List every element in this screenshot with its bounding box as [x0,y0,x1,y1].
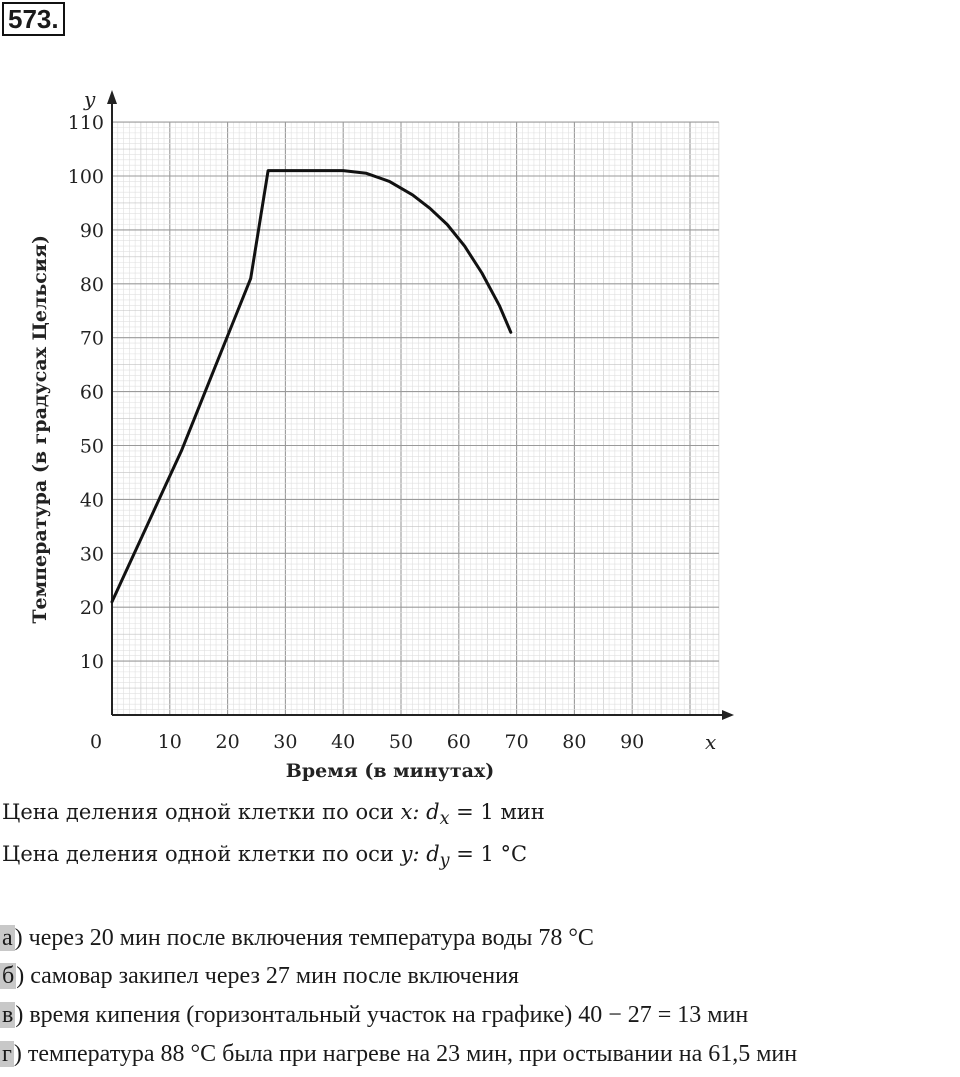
x-tick-label: 40 [331,731,356,753]
note-dy-value: : d [412,842,440,866]
y-axis-variable: y [84,87,96,111]
note-dx-tail: = 1 мин [449,800,545,824]
x-axis-label: Время (в минутах) [285,760,495,782]
note-dy [2,842,527,871]
x-tick-label: 80 [562,731,587,753]
answer-b-text: ) самовар закипел через 27 мин после включения [16,963,519,989]
x-tick-label: 30 [273,731,298,753]
y-tick-label: 50 [79,435,104,458]
answer-d-label: г [2,1041,12,1067]
answer-c [0,1002,748,1029]
y-tick-label: 10 [79,651,104,674]
note-dy-tail: = 1 °C [449,842,528,866]
x-axis-arrow [722,710,734,720]
answer-b [0,963,519,990]
y-tick-label: 110 [67,112,104,135]
note-dy-var: y [400,842,413,866]
y-tick-label: 100 [67,166,104,188]
y-axis-label: Температура (в градусах Цельсия) [29,235,51,624]
answer-c-label: в [2,1002,14,1028]
x-tick-label: 60 [446,731,471,753]
x-tick-label: 50 [388,731,414,753]
note-dx-value: : d [412,800,440,824]
note-dx-prefix: Цена деления одной клетки по оси [2,800,401,824]
y-tick-label: 80 [79,273,104,296]
x-tick-label: 90 [620,731,645,753]
x-tick-label: 20 [215,731,240,753]
answer-a-text: ) через 20 мин после включения температура воды 78 °C [14,925,594,951]
y-tick-label: 90 [79,219,104,242]
answer-d [0,1041,797,1068]
note-dx [2,800,545,829]
y-tick-label: 60 [79,381,104,404]
chart-grid [112,122,719,715]
y-axis-arrow [107,90,117,104]
note-dy-sub: y [439,851,450,872]
note-dx-sub: x [439,809,450,830]
answer-d-text: ) температура 88 °C была при нагреве на 23 мин, при остывании на 61,5 мин [13,1041,798,1067]
temperature-chart [0,80,760,790]
y-tick-label: 70 [79,327,104,350]
answer-a-label: а [2,925,13,951]
y-tick-label: 30 [79,543,104,566]
x-axis-variable: x [705,730,717,754]
note-dy-prefix: Цена деления одной клетки по оси [2,842,401,866]
answer-b-label: б [2,963,15,989]
note-dx-var: x [400,800,413,824]
answer-a [0,925,594,952]
y-tick-label: 20 [79,597,104,620]
y-tick-label: 40 [79,489,104,512]
answer-c-text: ) время кипения (горизонтальный участок на графике) 40 − 27 = 13 мин [15,1002,749,1028]
x-tick-label: 70 [504,731,529,753]
problem-number: 573. [2,2,65,36]
x-tick-label: 0 [89,731,103,753]
x-tick-label: 10 [157,731,182,753]
